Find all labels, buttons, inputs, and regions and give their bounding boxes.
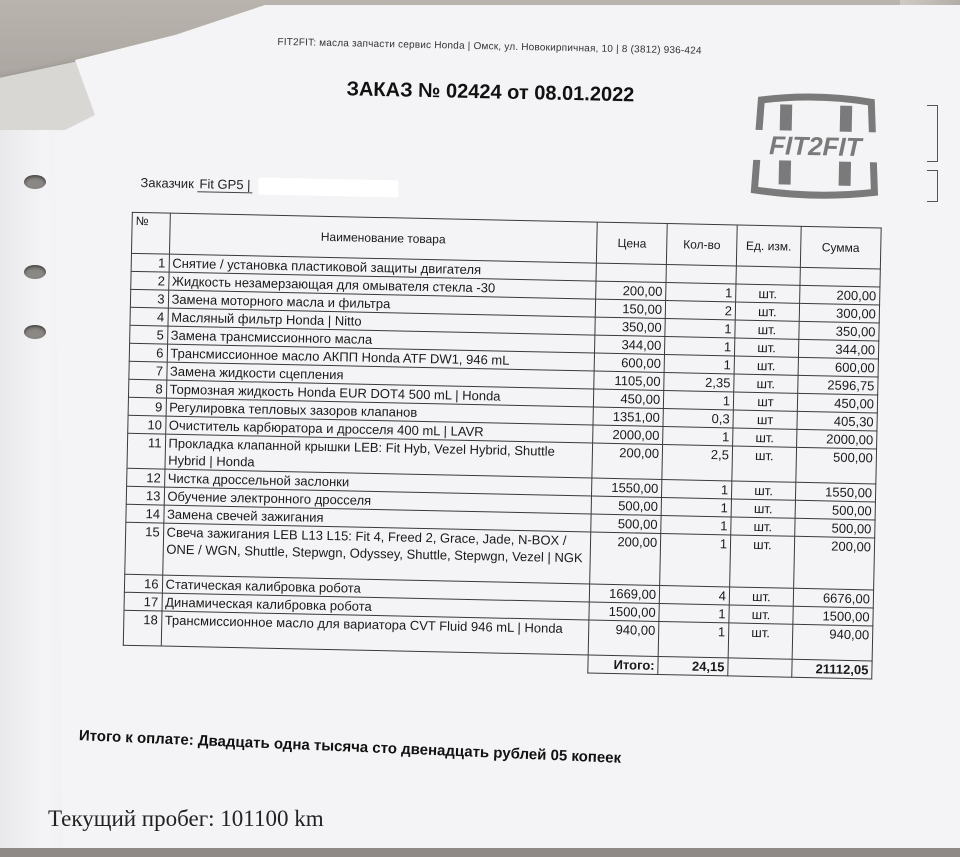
row-name: Трансмиссионное масло АКПП Honda ATF DW1, 946 mL bbox=[167, 344, 595, 371]
row-qty: 1 bbox=[665, 337, 735, 356]
row-unit: шт. bbox=[734, 356, 798, 375]
row-unit: шт. bbox=[734, 374, 798, 393]
row-qty: 0,3 bbox=[663, 409, 733, 428]
row-num: 1 bbox=[131, 253, 169, 272]
row-qty: 2,35 bbox=[664, 373, 734, 392]
row-price: 500,00 bbox=[591, 496, 661, 515]
row-name: Регулировка тепловых зазоров клапанов bbox=[166, 398, 594, 425]
row-qty: 1 bbox=[663, 427, 733, 446]
row-unit: шт. bbox=[731, 517, 795, 536]
row-sum: 1500,00 bbox=[793, 606, 873, 626]
row-name: Динамическая калибровка робота bbox=[162, 593, 590, 620]
row-name: Прокладка клапанной крышки LEB: Fit Hyb, Vezel Hybrid, Shuttle Hybrid | Honda bbox=[164, 434, 592, 478]
row-qty: 1 bbox=[661, 497, 731, 516]
edge-mark bbox=[927, 170, 938, 202]
row-price: 200,00 bbox=[592, 443, 663, 479]
row-price: 1500,00 bbox=[589, 602, 659, 621]
row-name: Масляный фильтр Honda | Nitto bbox=[167, 308, 595, 335]
row-qty: 1 bbox=[661, 515, 731, 534]
row-num: 11 bbox=[127, 433, 165, 469]
row-sum: 344,00 bbox=[798, 339, 878, 359]
row-unit: шт. bbox=[729, 587, 793, 606]
row-price: 350,00 bbox=[595, 317, 665, 336]
row-price: 1550,00 bbox=[592, 478, 662, 497]
customer-line bbox=[140, 175, 398, 197]
col-num-header: № bbox=[131, 212, 169, 254]
total-sum: 21112,05 bbox=[792, 659, 872, 679]
row-price: 344,00 bbox=[595, 335, 665, 354]
row-num: 4 bbox=[130, 307, 168, 326]
customer-value: Fit GP5 | bbox=[197, 176, 252, 193]
company-header: FIT2FIT: масла запчасти сервис Honda | Омск, ул. Новокирпичная, 10 | 8 (3812) 936-424 bbox=[277, 36, 702, 57]
row-unit bbox=[736, 266, 800, 285]
row-num: 14 bbox=[126, 504, 164, 523]
row-qty: 2,5 bbox=[662, 444, 733, 480]
row-sum: 300,00 bbox=[799, 303, 879, 323]
row-sum: 500,00 bbox=[795, 500, 875, 520]
row-num: 18 bbox=[123, 610, 161, 646]
svg-text:FIT2FIT: FIT2FIT bbox=[768, 130, 862, 163]
row-name: Тормозная жидкость Honda EUR DOT4 500 mL | Honda bbox=[166, 380, 594, 407]
row-name: Замена свечей зажигания bbox=[163, 505, 591, 532]
row-sum: 2000,00 bbox=[796, 429, 876, 449]
row-sum: 450,00 bbox=[797, 393, 877, 413]
row-qty: 2 bbox=[665, 301, 735, 320]
row-sum: 200,00 bbox=[794, 536, 875, 590]
row-unit: шт. bbox=[732, 446, 797, 482]
row-qty bbox=[666, 265, 736, 284]
row-unit: шт. bbox=[732, 481, 796, 500]
row-price: 1105,00 bbox=[594, 371, 664, 390]
row-num: 15 bbox=[125, 522, 164, 575]
col-name-header: Наименование товара bbox=[169, 213, 597, 263]
row-qty: 1 bbox=[664, 355, 734, 374]
row-qty: 1 bbox=[662, 479, 732, 498]
row-price bbox=[596, 263, 666, 282]
items-table bbox=[122, 212, 881, 680]
row-unit: шт. bbox=[728, 623, 793, 659]
row-qty: 1 bbox=[658, 621, 729, 657]
row-sum: 6676,00 bbox=[793, 588, 873, 608]
customer-label: Заказчик bbox=[140, 175, 195, 192]
row-num: 10 bbox=[128, 415, 166, 434]
row-num: 12 bbox=[127, 468, 165, 487]
row-unit: шт. bbox=[735, 302, 799, 321]
row-unit: шт. bbox=[735, 338, 799, 357]
row-sum bbox=[800, 267, 880, 287]
row-price: 500,00 bbox=[591, 514, 661, 533]
row-sum: 350,00 bbox=[799, 321, 879, 341]
row-unit: шт. bbox=[735, 320, 799, 339]
row-sum: 1550,00 bbox=[795, 482, 875, 502]
row-name: Замена моторного масла и фильтра bbox=[168, 290, 596, 317]
row-price: 600,00 bbox=[594, 353, 664, 372]
row-unit: шт bbox=[733, 392, 797, 411]
row-qty: 1 bbox=[665, 319, 735, 338]
row-sum: 405,30 bbox=[797, 411, 877, 431]
row-qty: 1 bbox=[663, 391, 733, 410]
row-price: 1351,00 bbox=[593, 407, 663, 426]
row-name: Чистка дроссельной заслонки bbox=[164, 469, 592, 496]
row-num: 2 bbox=[131, 271, 169, 290]
row-sum: 600,00 bbox=[798, 357, 878, 377]
row-name: Статическая калибровка робота bbox=[162, 575, 590, 602]
row-name: Очиститель карбюратора и дросселя 400 mL | LAVR bbox=[165, 416, 593, 443]
row-qty: 1 bbox=[659, 603, 729, 622]
row-sum: 940,00 bbox=[792, 624, 873, 661]
order-title: ЗАКАЗ № 02424 от 08.01.2022 bbox=[346, 78, 635, 107]
row-unit: шт. bbox=[736, 284, 800, 303]
row-unit: шт. bbox=[731, 499, 795, 518]
row-price: 940,00 bbox=[588, 620, 659, 656]
edge-mark bbox=[927, 105, 938, 162]
row-qty: 4 bbox=[659, 585, 729, 604]
receipt-sheet bbox=[31, 0, 949, 857]
row-unit: шт bbox=[733, 410, 797, 429]
row-name: Обучение электронного дросселя bbox=[164, 487, 592, 514]
row-unit: шт. bbox=[733, 428, 797, 447]
row-sum: 200,00 bbox=[799, 285, 879, 305]
row-qty: 1 bbox=[666, 283, 736, 302]
col-qty-header: Кол-во bbox=[666, 224, 737, 266]
fit2fit-logo bbox=[744, 90, 886, 203]
row-price: 450,00 bbox=[594, 389, 664, 408]
row-name: Снятие / установка пластиковой защиты двигателя bbox=[169, 254, 597, 281]
row-unit: шт. bbox=[730, 535, 795, 588]
row-num: 7 bbox=[129, 361, 167, 380]
row-price: 1669,00 bbox=[589, 584, 659, 603]
row-num: 9 bbox=[128, 397, 166, 416]
payment-total-words: Итого к оплате: Двадцать одна тысяча сто двенадцать рублей 05 копеек bbox=[78, 727, 622, 767]
total-label: Итого: bbox=[588, 655, 658, 674]
col-price-header: Цена bbox=[597, 222, 668, 264]
row-qty: 1 bbox=[660, 533, 731, 586]
row-price: 200,00 bbox=[590, 532, 661, 585]
total-qty: 24,15 bbox=[658, 656, 728, 675]
row-price: 200,00 bbox=[596, 281, 666, 300]
row-sum: 500,00 bbox=[796, 447, 877, 484]
table-body bbox=[123, 253, 880, 661]
row-name: Замена трансмиссионного масла bbox=[167, 326, 595, 353]
redacted-block bbox=[258, 178, 398, 198]
row-name: Свеча зажигания LEB L13 L15: Fit 4, Freed 2, Grace, Jade, N-BOX / ONE / WGN, Shuttle, Stepwgn, Odyssey, Shuttle, Stepwgn, Vezel | NGK bbox=[162, 523, 591, 584]
row-name: Жидкость незамерзающая для омывателя стекла -30 bbox=[168, 272, 596, 299]
row-sum: 2596,75 bbox=[798, 375, 878, 395]
col-sum-header: Сумма bbox=[800, 226, 881, 269]
row-unit: шт. bbox=[729, 605, 793, 624]
row-name: Замена жидкости сцепления bbox=[166, 362, 594, 389]
row-num: 16 bbox=[124, 574, 162, 593]
row-num: 13 bbox=[126, 486, 164, 505]
row-name: Трансмиссионное масло для вариатора CVT Fluid 946 mL | Honda bbox=[161, 611, 589, 655]
row-sum: 500,00 bbox=[795, 518, 875, 538]
row-num: 17 bbox=[124, 592, 162, 611]
row-price: 150,00 bbox=[595, 299, 665, 318]
row-num: 5 bbox=[130, 325, 168, 344]
row-num: 3 bbox=[130, 289, 168, 308]
mileage-note: Текущий пробег: 101100 km bbox=[48, 806, 324, 831]
row-num: 8 bbox=[128, 379, 166, 398]
row-num: 6 bbox=[129, 343, 167, 362]
col-unit-header: Ед. изм. bbox=[736, 225, 801, 267]
row-price: 2000,00 bbox=[593, 425, 663, 444]
